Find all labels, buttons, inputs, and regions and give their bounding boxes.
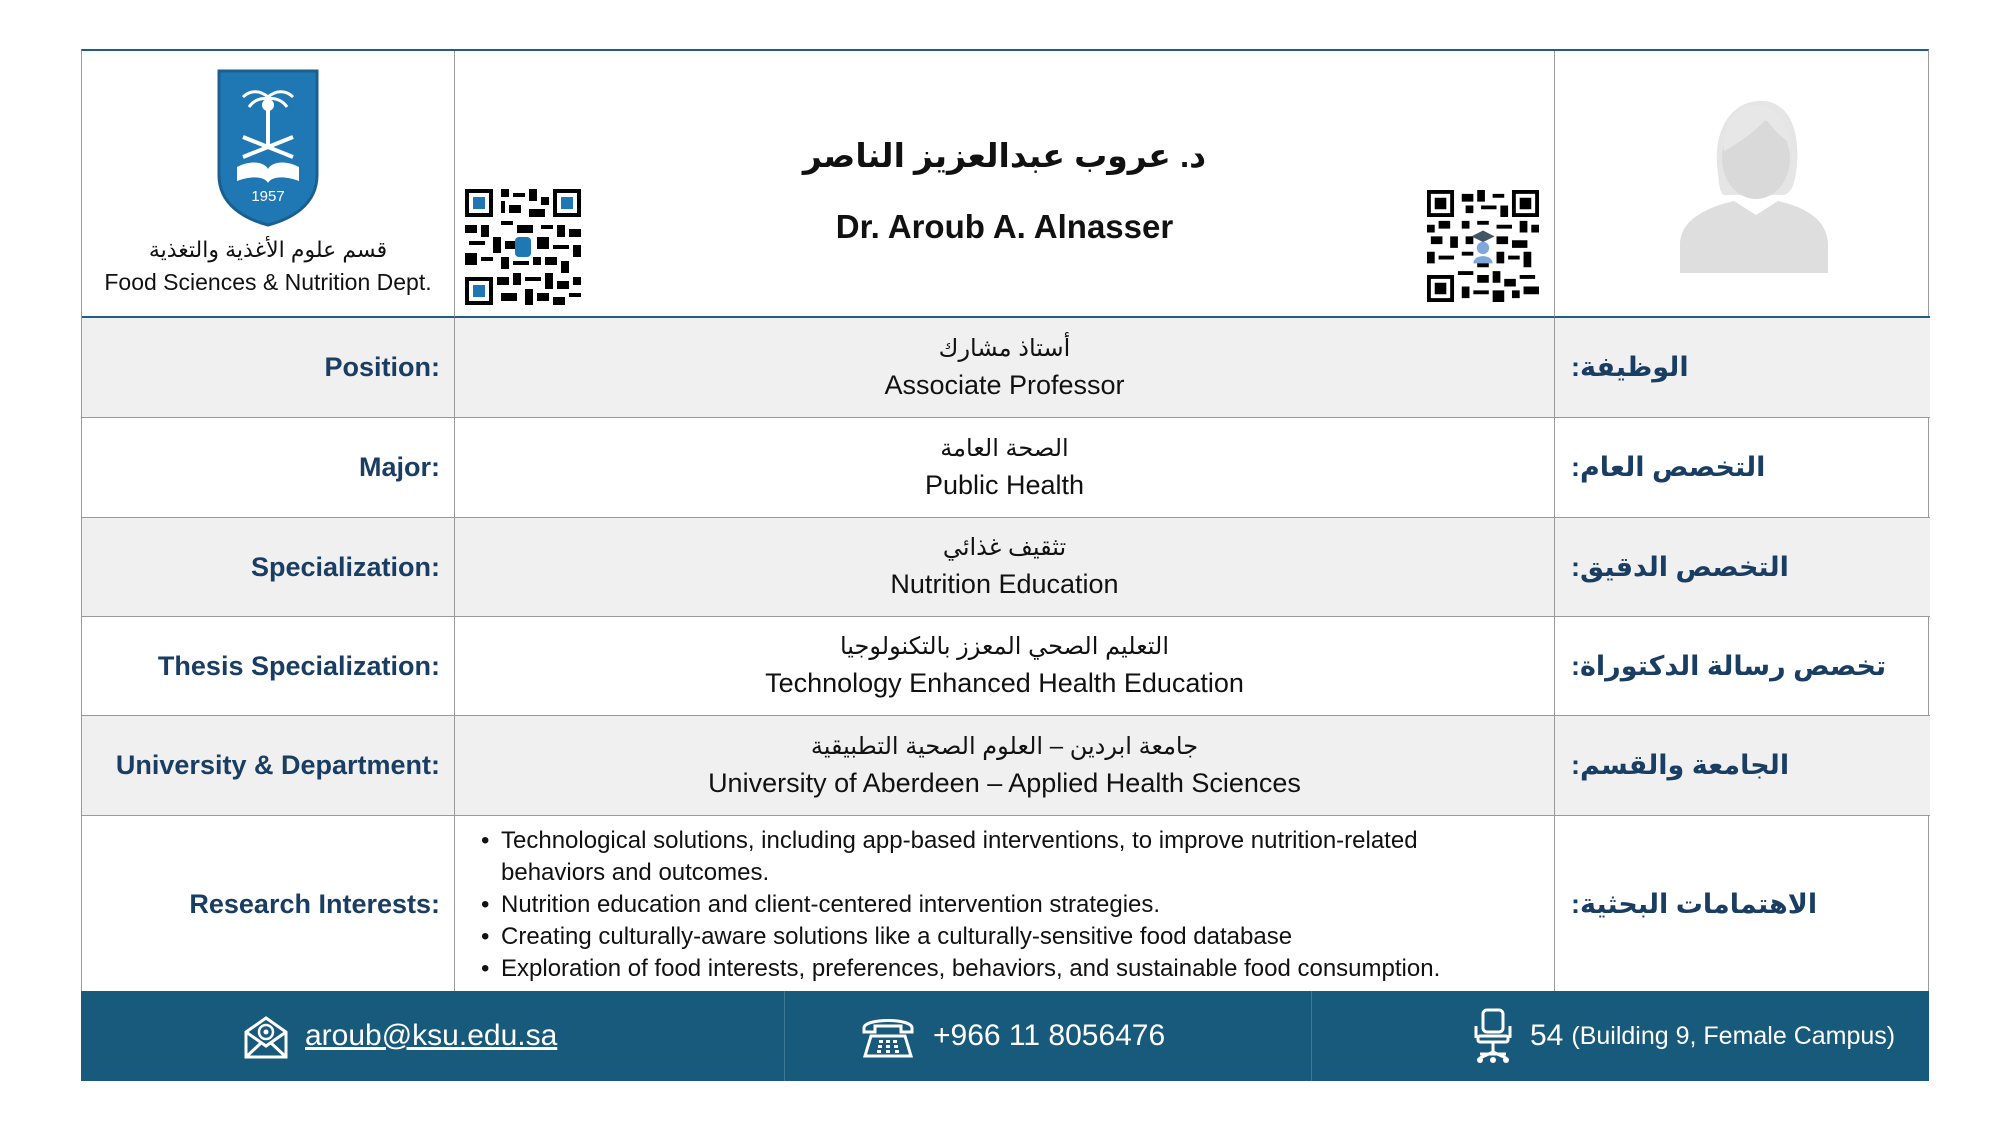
major-value-arabic: الصحة العامة (940, 434, 1069, 462)
email-icon (243, 1012, 289, 1060)
photo-cell (1555, 51, 1930, 318)
thesis-value-arabic: التعليم الصحي المعزز بالتكنولوجيا (839, 633, 1170, 660)
university-label-arabic (1555, 716, 1930, 816)
position-value (455, 318, 1555, 418)
research-label-arabic-text: الاهتمامات البحثية: (1571, 889, 1818, 919)
profile-table (81, 49, 1929, 991)
research-item-1-line-1: • Technological solutions, including app-based interventions, to improve nutrition-related (501, 826, 1418, 854)
major-label-arabic-text: التخصص العام: (1571, 452, 1766, 482)
name-arabic: د. عروب عبدالعزيز الناصر (802, 137, 1207, 174)
specialization-value-arabic: تثقيف غذائي (942, 534, 1067, 561)
qr-code-icon[interactable] (1427, 190, 1539, 302)
position-label-arabic-text: الوظيفة: (1571, 352, 1689, 382)
logo-year: 1957 (251, 188, 285, 205)
phone-section (784, 991, 1311, 1081)
research-interests-list (455, 816, 1555, 993)
position-label-arabic (1555, 318, 1930, 418)
department-name-arabic: قسم علوم الأغذية والتغذية (148, 237, 388, 262)
research-label-english: Research Interests: (82, 816, 455, 993)
position-value-arabic: أستاذ مشارك (938, 334, 1071, 362)
major-value-english: Public Health (924, 469, 1085, 500)
specialization-value (455, 518, 1555, 617)
list-item (481, 889, 1554, 921)
research-item-4: Exploration of food interests, preferences, behaviors, and sustainable food consumption. (501, 954, 1441, 982)
university-label-arabic-text: الجامعة والقسم: (1571, 750, 1790, 780)
office-number: 54 (1530, 1019, 1564, 1052)
email-section (81, 991, 784, 1081)
office-location: (Building 9, Female Campus) (1571, 1021, 1896, 1050)
list-item (481, 953, 1554, 985)
university-value-english: University of Aberdeen – Applied Health Sciences (708, 767, 1301, 798)
thesis-label-arabic-text: تخصص رسالة الدكتوراة: (1571, 650, 1887, 681)
female-avatar-icon (1678, 95, 1830, 273)
research-item-3: Creating culturally-aware solutions like a culturally-sensitive food database (501, 922, 1293, 950)
university-label-english: University & Department: (82, 716, 455, 816)
name-cell (455, 51, 1555, 318)
qr-code-icon[interactable] (465, 189, 581, 305)
office-chair-icon (1472, 1008, 1514, 1064)
university-value-arabic: جامعة ابردين – العلوم الصحية التطبيقية (810, 732, 1199, 760)
university-logo-icon (215, 67, 321, 227)
position-label-english: Position: (82, 318, 455, 418)
thesis-value-english: Technology Enhanced Health Education (765, 668, 1244, 698)
position-value-english: Associate Professor (884, 369, 1125, 400)
list-item (481, 825, 1554, 889)
department-logo-cell (82, 51, 455, 318)
research-item-1-line-2: behaviors and outcomes. (501, 858, 770, 886)
thesis-label-english: Thesis Specialization: (82, 617, 455, 716)
major-label-english: Major: (82, 418, 455, 518)
research-label-arabic (1555, 816, 1930, 993)
contact-footer (81, 991, 1929, 1081)
major-label-arabic (1555, 418, 1930, 518)
phone-number[interactable]: +966 11 8056476 (933, 1019, 1166, 1052)
specialization-label-arabic-text: التخصص الدقيق: (1571, 551, 1789, 582)
telephone-icon (861, 1014, 915, 1058)
thesis-value (455, 617, 1555, 716)
specialization-label-arabic (1555, 518, 1930, 617)
email-link[interactable]: aroub@ksu.edu.sa (305, 1019, 558, 1052)
name-english: Dr. Aroub A. Alnasser (835, 208, 1174, 245)
university-value (455, 716, 1555, 816)
thesis-label-arabic (1555, 617, 1930, 716)
office-section (1311, 991, 1929, 1081)
major-value (455, 418, 1555, 518)
specialization-label-english: Specialization: (82, 518, 455, 617)
specialization-value-english: Nutrition Education (890, 569, 1119, 599)
department-name-english: Food Sciences & Nutrition Dept. (104, 269, 432, 295)
research-item-2: Nutrition education and client-centered intervention strategies. (501, 890, 1161, 918)
profile-card (81, 49, 1929, 1081)
list-item (481, 921, 1554, 953)
